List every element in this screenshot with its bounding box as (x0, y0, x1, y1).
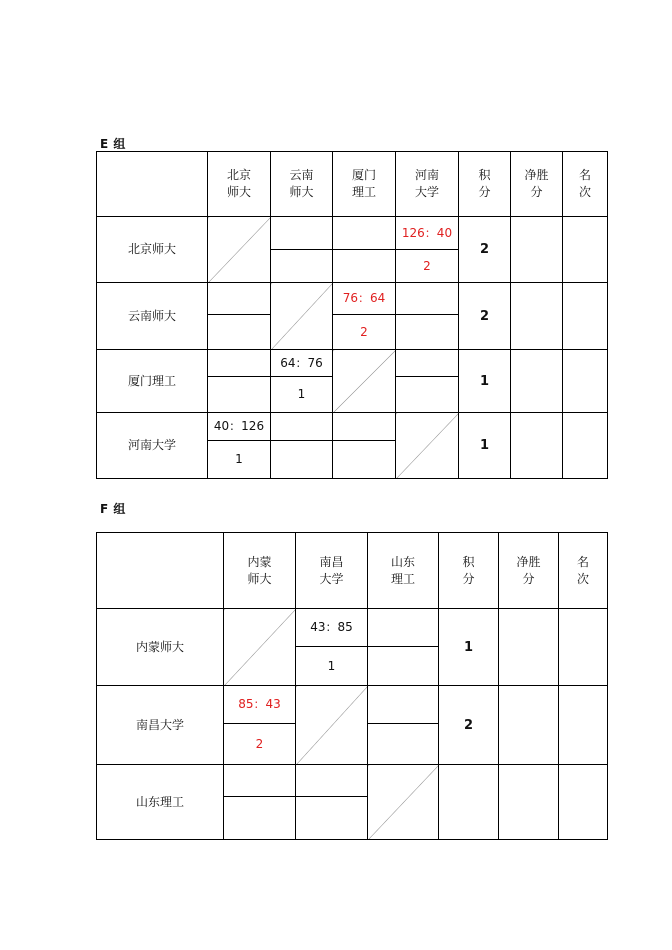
points-cell: 1 (459, 350, 511, 413)
score-cell (271, 413, 333, 441)
team-name: 南昌大学 (97, 686, 224, 765)
net-score-cell (499, 609, 559, 686)
points-cell: 1 (459, 413, 511, 479)
team-name: 山东理工 (97, 765, 224, 840)
score-cell (208, 283, 271, 315)
self-match-cell (224, 609, 296, 686)
corner-cell (97, 533, 224, 609)
team-name: 内蒙师大 (97, 609, 224, 686)
result-cell: 1 (208, 441, 271, 479)
score-cell: 64：76 (271, 350, 333, 377)
self-match-cell (368, 765, 439, 840)
score-cell (396, 283, 459, 315)
points-cell: 1 (439, 609, 499, 686)
group-e-table (96, 151, 608, 479)
header-row (97, 152, 608, 217)
score-cell (271, 217, 333, 250)
score-cell (296, 765, 368, 797)
team-name: 河南大学 (97, 413, 208, 479)
group-f-label: F 组 (100, 502, 126, 516)
result-cell (271, 441, 333, 479)
points-cell: 2 (459, 283, 511, 350)
header-points: 积 分 (459, 152, 511, 217)
table-row (97, 350, 608, 377)
points-cell: 2 (459, 217, 511, 283)
rank-cell (559, 686, 608, 765)
net-score-cell (511, 217, 563, 283)
table-row (97, 765, 608, 797)
result-cell (396, 315, 459, 350)
result-cell (208, 377, 271, 413)
table-row (97, 609, 608, 647)
net-score-cell (511, 350, 563, 413)
score-cell (333, 413, 396, 441)
result-cell (208, 315, 271, 350)
header-net-score: 净胜 分 (499, 533, 559, 609)
result-cell: 2 (396, 250, 459, 283)
team-name: 厦门理工 (97, 350, 208, 413)
score-cell (368, 686, 439, 724)
self-match-cell (208, 217, 271, 283)
header-points: 积 分 (439, 533, 499, 609)
table-row (97, 283, 608, 315)
points-cell (439, 765, 499, 840)
rank-cell (563, 413, 608, 479)
header-team-3: 厦门 理工 (333, 152, 396, 217)
header-team-3: 山东 理工 (368, 533, 439, 609)
team-name: 北京师大 (97, 217, 208, 283)
group-e-label: E 组 (100, 137, 126, 151)
group-f-table (96, 532, 608, 840)
score-cell (368, 609, 439, 647)
score-cell (208, 350, 271, 377)
header-team-2: 云南 师大 (271, 152, 333, 217)
header-rank: 名 次 (563, 152, 608, 217)
net-score-cell (499, 686, 559, 765)
score-cell: 126：40 (396, 217, 459, 250)
score-cell (396, 350, 459, 377)
result-cell: 1 (271, 377, 333, 413)
self-match-cell (333, 350, 396, 413)
table-row (97, 413, 608, 441)
points-cell: 2 (439, 686, 499, 765)
table-row (97, 686, 608, 724)
rank-cell (559, 765, 608, 840)
result-cell (296, 797, 368, 840)
net-score-cell (499, 765, 559, 840)
result-cell (368, 724, 439, 765)
net-score-cell (511, 413, 563, 479)
header-team-1: 北京 师大 (208, 152, 271, 217)
score-cell (224, 765, 296, 797)
result-cell (271, 250, 333, 283)
header-rank: 名 次 (559, 533, 608, 609)
corner-cell (97, 152, 208, 217)
score-cell (333, 217, 396, 250)
rank-cell (563, 350, 608, 413)
score-cell: 85：43 (224, 686, 296, 724)
rank-cell (559, 609, 608, 686)
header-team-4: 河南 大学 (396, 152, 459, 217)
rank-cell (563, 217, 608, 283)
team-name: 云南师大 (97, 283, 208, 350)
result-cell (333, 441, 396, 479)
score-cell: 43：85 (296, 609, 368, 647)
result-cell (396, 377, 459, 413)
score-cell: 76：64 (333, 283, 396, 315)
self-match-cell (271, 283, 333, 350)
self-match-cell (396, 413, 459, 479)
result-cell (224, 797, 296, 840)
header-team-2: 南昌 大学 (296, 533, 368, 609)
result-cell: 2 (224, 724, 296, 765)
result-cell (368, 647, 439, 686)
result-cell (333, 250, 396, 283)
table-row (97, 217, 608, 250)
header-net-score: 净胜 分 (511, 152, 563, 217)
header-row (97, 533, 608, 609)
net-score-cell (511, 283, 563, 350)
result-cell: 1 (296, 647, 368, 686)
header-team-1: 内蒙 师大 (224, 533, 296, 609)
score-cell: 40：126 (208, 413, 271, 441)
rank-cell (563, 283, 608, 350)
self-match-cell (296, 686, 368, 765)
result-cell: 2 (333, 315, 396, 350)
